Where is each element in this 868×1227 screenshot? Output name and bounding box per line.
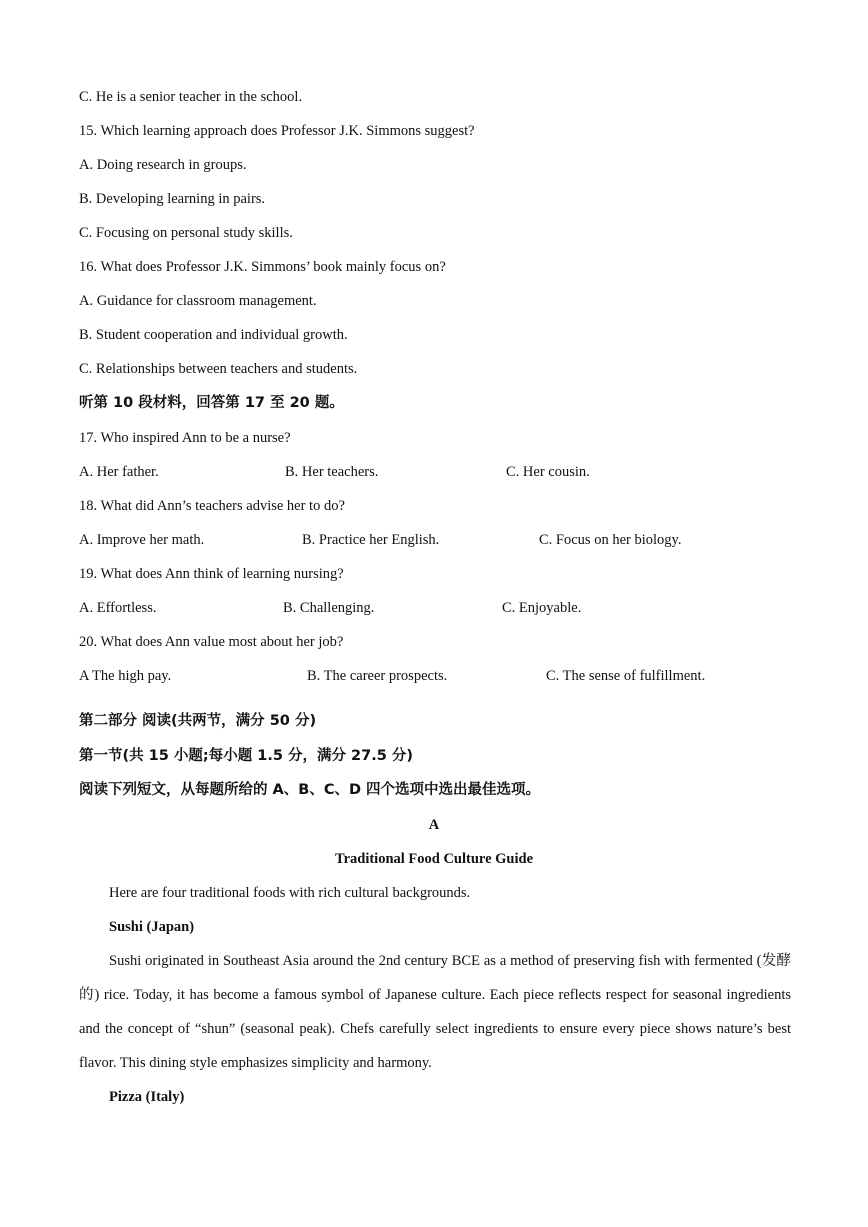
sushi-paragraph: Sushi originated in Southeast Asia around the 2nd century BCE as a method of preserving fish with fermented (发酵的) rice. Today, it has become a famous symbol of Japanese culture. Each piece reflects respect for seasonal ingredients and the concept of “shun” (seasonal peak). Chefs carefully select ingredients to ensure every piece shows nature’s best flavor. This dining style emphasizes simplicity and harmony. [79,953,791,1071]
q17-options [79,462,779,482]
q19-question: 19. What does Ann think of learning nursing? [79,566,344,582]
q17-option-a: A. Her father. [79,464,159,480]
q17-option-b: B. Her teachers. [285,464,379,480]
passage-letter: A [428,817,440,833]
q15-option-c: C. Focusing on personal study skills. [79,225,293,241]
q18-option-b: B. Practice her English. [302,532,440,548]
q20-option-c: C. The sense of fulfillment. [546,668,706,684]
q16-option-a: A. Guidance for classroom management. [79,293,317,309]
q20-option-b: B. The career prospects. [307,668,448,684]
q18-options [79,530,779,550]
reading-instructions: 阅读下列短文，从每题所给的 A、B、C、D 四个选项中选出最佳选项。 [79,782,541,798]
q16-option-c: C. Relationships between teachers and students. [79,361,358,377]
q19-option-a: A. Effortless. [79,600,157,616]
q17-option-c: C. Her cousin. [506,464,590,480]
q20-question: 20. What does Ann value most about her job? [79,634,344,650]
passage-intro: Here are four traditional foods with rich cultural backgrounds. [109,885,471,901]
q16-question: 16. What does Professor J.K. Simmons’ book mainly focus on? [79,259,446,275]
q18-question: 18. What did Ann’s teachers advise her to do? [79,498,345,514]
q19-option-b: B. Challenging. [283,600,375,616]
q15-option-b: B. Developing learning in pairs. [79,191,266,207]
pizza-heading: Pizza (Italy) [109,1089,185,1105]
q16-option-b: B. Student cooperation and individual growth. [79,327,348,343]
q15-question: 15. Which learning approach does Professor J.K. Simmons suggest? [79,123,475,139]
q14-option-c: C. He is a senior teacher in the school. [79,89,303,105]
part2-heading: 第二部分 阅读(共两节，满分 50 分) [79,713,317,729]
q19-option-c: C. Enjoyable. [502,600,582,616]
q17-question: 17. Who inspired Ann to be a nurse? [79,430,291,446]
sushi-heading: Sushi (Japan) [109,919,195,935]
q20-options [79,666,779,686]
q18-option-a: A. Improve her math. [79,532,205,548]
section1-heading: 第一节(共 15 小题;每小题 1.5 分，满分 27.5 分) [79,748,413,764]
passage-title: Traditional Food Culture Guide [334,851,534,867]
q20-option-a: A The high pay. [79,668,172,684]
q15-option-a: A. Doing research in groups. [79,157,247,173]
section10-heading: 听第 10 段材料，回答第 17 至 20 题。 [79,395,344,411]
q19-options [79,598,779,618]
q18-option-c: C. Focus on her biology. [539,532,682,548]
